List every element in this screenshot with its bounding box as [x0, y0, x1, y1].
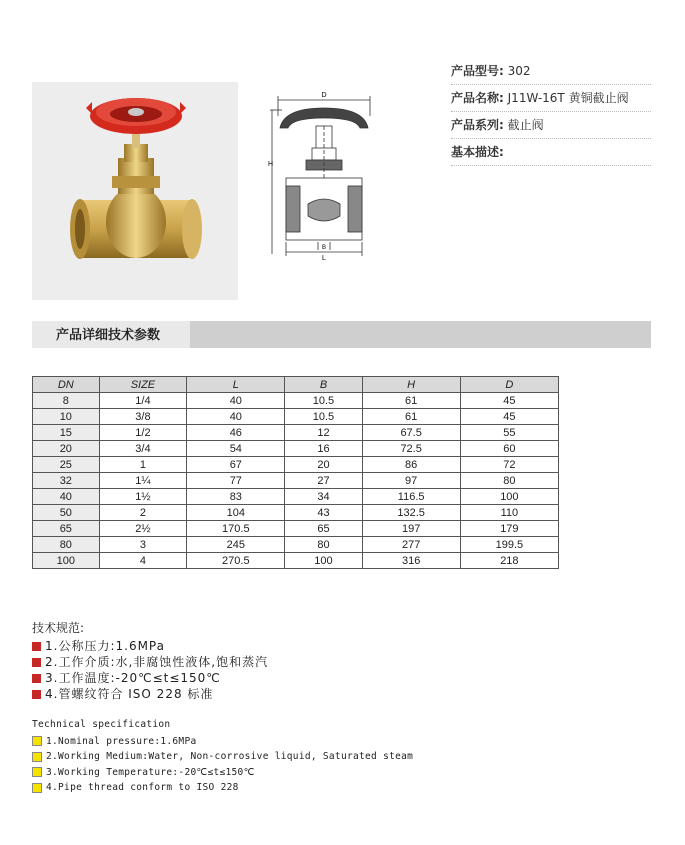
table-row	[33, 537, 559, 553]
name-label: 产品名称:	[451, 91, 504, 105]
dim-l-label: L	[322, 255, 326, 261]
table-cell: 55	[460, 425, 558, 441]
table-cell: 72.5	[362, 441, 460, 457]
table-cell: 3	[99, 537, 187, 553]
column-header: L	[187, 377, 285, 393]
red-square-icon	[32, 642, 41, 651]
spec-table	[32, 376, 559, 569]
section-title: 产品详细技术参数	[32, 321, 190, 348]
table-row	[33, 473, 559, 489]
series-label: 产品系列:	[451, 118, 504, 132]
yellow-square-icon	[32, 783, 42, 793]
yellow-square-icon	[32, 752, 42, 762]
table-cell: 80	[33, 537, 100, 553]
table-cell: 8	[33, 393, 100, 409]
product-info	[451, 58, 651, 166]
en-spec-title: Technical specification	[32, 719, 171, 730]
table-cell: 32	[33, 473, 100, 489]
column-header: SIZE	[99, 377, 187, 393]
table-cell: 72	[460, 457, 558, 473]
table-cell: 65	[285, 521, 362, 537]
table-cell: 100	[460, 489, 558, 505]
en-spec-text: 4.Pipe thread conform to ISO 228	[46, 782, 239, 793]
table-cell: 67	[187, 457, 285, 473]
red-square-icon	[32, 658, 41, 667]
table-cell: 50	[33, 505, 100, 521]
table-cell: 34	[285, 489, 362, 505]
yellow-square-icon	[32, 736, 42, 746]
table-cell: 43	[285, 505, 362, 521]
table-header-row	[33, 377, 559, 393]
en-spec	[32, 717, 413, 796]
table-cell: 83	[187, 489, 285, 505]
table-cell: 15	[33, 425, 100, 441]
desc-row	[451, 139, 651, 166]
table-cell: 2	[99, 505, 187, 521]
cn-spec-item	[32, 670, 268, 686]
model-row	[451, 58, 651, 85]
cn-spec-item	[32, 638, 268, 654]
table-cell: 80	[460, 473, 558, 489]
yellow-square-icon	[32, 767, 42, 777]
table-cell: 27	[285, 473, 362, 489]
table-cell: 97	[362, 473, 460, 489]
en-spec-text: 2.Working Medium:Water, Non-corrosive liquid, Saturated steam	[46, 751, 414, 762]
table-cell: 1¼	[99, 473, 187, 489]
table-cell: 61	[362, 393, 460, 409]
table-row	[33, 553, 559, 569]
table-cell: 197	[362, 521, 460, 537]
table-row	[33, 441, 559, 457]
table-cell: 77	[187, 473, 285, 489]
table-cell: 218	[460, 553, 558, 569]
table-cell: 16	[285, 441, 362, 457]
en-spec-item	[32, 780, 413, 796]
column-header: B	[285, 377, 362, 393]
column-header: H	[362, 377, 460, 393]
table-row	[33, 457, 559, 473]
series-row	[451, 112, 651, 139]
cn-spec-text: 3.工作温度:-20℃≤t≤150℃	[45, 671, 221, 685]
table-row	[33, 505, 559, 521]
table-cell: 179	[460, 521, 558, 537]
table-cell: 61	[362, 409, 460, 425]
table-cell: 67.5	[362, 425, 460, 441]
table-cell: 1	[99, 457, 187, 473]
en-spec-text: 1.Nominal pressure:1.6MPa	[46, 735, 197, 747]
table-cell: 1½	[99, 489, 187, 505]
table-cell: 100	[285, 553, 362, 569]
table-cell: 65	[33, 521, 100, 537]
table-cell: 199.5	[460, 537, 558, 553]
table-cell: 45	[460, 393, 558, 409]
table-cell: 45	[460, 409, 558, 425]
table-cell: 40	[33, 489, 100, 505]
table-cell: 270.5	[187, 553, 285, 569]
dim-b-label: B	[321, 245, 327, 251]
red-square-icon	[32, 690, 41, 699]
name-row	[451, 85, 651, 112]
cn-spec-item	[32, 654, 268, 670]
cn-spec-item	[32, 686, 268, 702]
table-cell: 54	[187, 441, 285, 457]
cn-spec-text: 2.工作介质:水,非腐蚀性液体,饱和蒸汽	[45, 655, 269, 669]
table-cell: 40	[187, 409, 285, 425]
table-cell: 316	[362, 553, 460, 569]
table-cell: 116.5	[362, 489, 460, 505]
table-cell: 20	[33, 441, 100, 457]
section-header	[32, 321, 651, 348]
table-cell: 25	[33, 457, 100, 473]
table-cell: 1/4	[99, 393, 187, 409]
table-row	[33, 521, 559, 537]
table-cell: 80	[285, 537, 362, 553]
table-cell: 104	[187, 505, 285, 521]
table-row	[33, 425, 559, 441]
product-photo	[32, 82, 238, 300]
cn-spec-text: 1.公称压力:1.6MPa	[45, 639, 165, 653]
en-spec-item	[32, 734, 413, 750]
en-spec-item	[32, 765, 413, 781]
table-cell: 100	[33, 553, 100, 569]
column-header: D	[460, 377, 558, 393]
table-cell: 10.5	[285, 393, 362, 409]
table-cell: 1/2	[99, 425, 187, 441]
table-cell: 110	[460, 505, 558, 521]
desc-label: 基本描述:	[451, 145, 504, 159]
table-row	[33, 489, 559, 505]
cn-spec-title: 技术规范:	[32, 621, 85, 635]
series-value: 截止阀	[507, 118, 544, 132]
column-header: DN	[33, 377, 100, 393]
table-cell: 132.5	[362, 505, 460, 521]
table-cell: 245	[187, 537, 285, 553]
table-row	[33, 409, 559, 425]
table-cell: 3/8	[99, 409, 187, 425]
table-cell: 40	[187, 393, 285, 409]
cn-spec-text: 4.管螺纹符合 ISO 228 标准	[45, 687, 214, 701]
model-value: 302	[507, 64, 531, 78]
table-cell: 20	[285, 457, 362, 473]
dim-h-label: H	[268, 161, 274, 168]
en-spec-item	[32, 749, 413, 765]
en-spec-text: 3.Working Temperature:-20℃≤t≤150℃	[46, 766, 255, 778]
red-square-icon	[32, 674, 41, 683]
model-label: 产品型号:	[451, 64, 504, 78]
table-cell: 60	[460, 441, 558, 457]
table-cell: 86	[362, 457, 460, 473]
table-cell: 10.5	[285, 409, 362, 425]
cn-spec	[32, 620, 268, 702]
table-row	[33, 393, 559, 409]
table-cell: 3/4	[99, 441, 187, 457]
table-cell: 46	[187, 425, 285, 441]
table-cell: 12	[285, 425, 362, 441]
table-cell: 2½	[99, 521, 187, 537]
table-cell: 10	[33, 409, 100, 425]
technical-drawing	[268, 86, 380, 261]
table-cell: 277	[362, 537, 460, 553]
table-cell: 4	[99, 553, 187, 569]
name-value: J11W-16T 黄铜截止阀	[507, 91, 629, 105]
table-cell: 170.5	[187, 521, 285, 537]
dim-d-label: D	[321, 92, 327, 99]
